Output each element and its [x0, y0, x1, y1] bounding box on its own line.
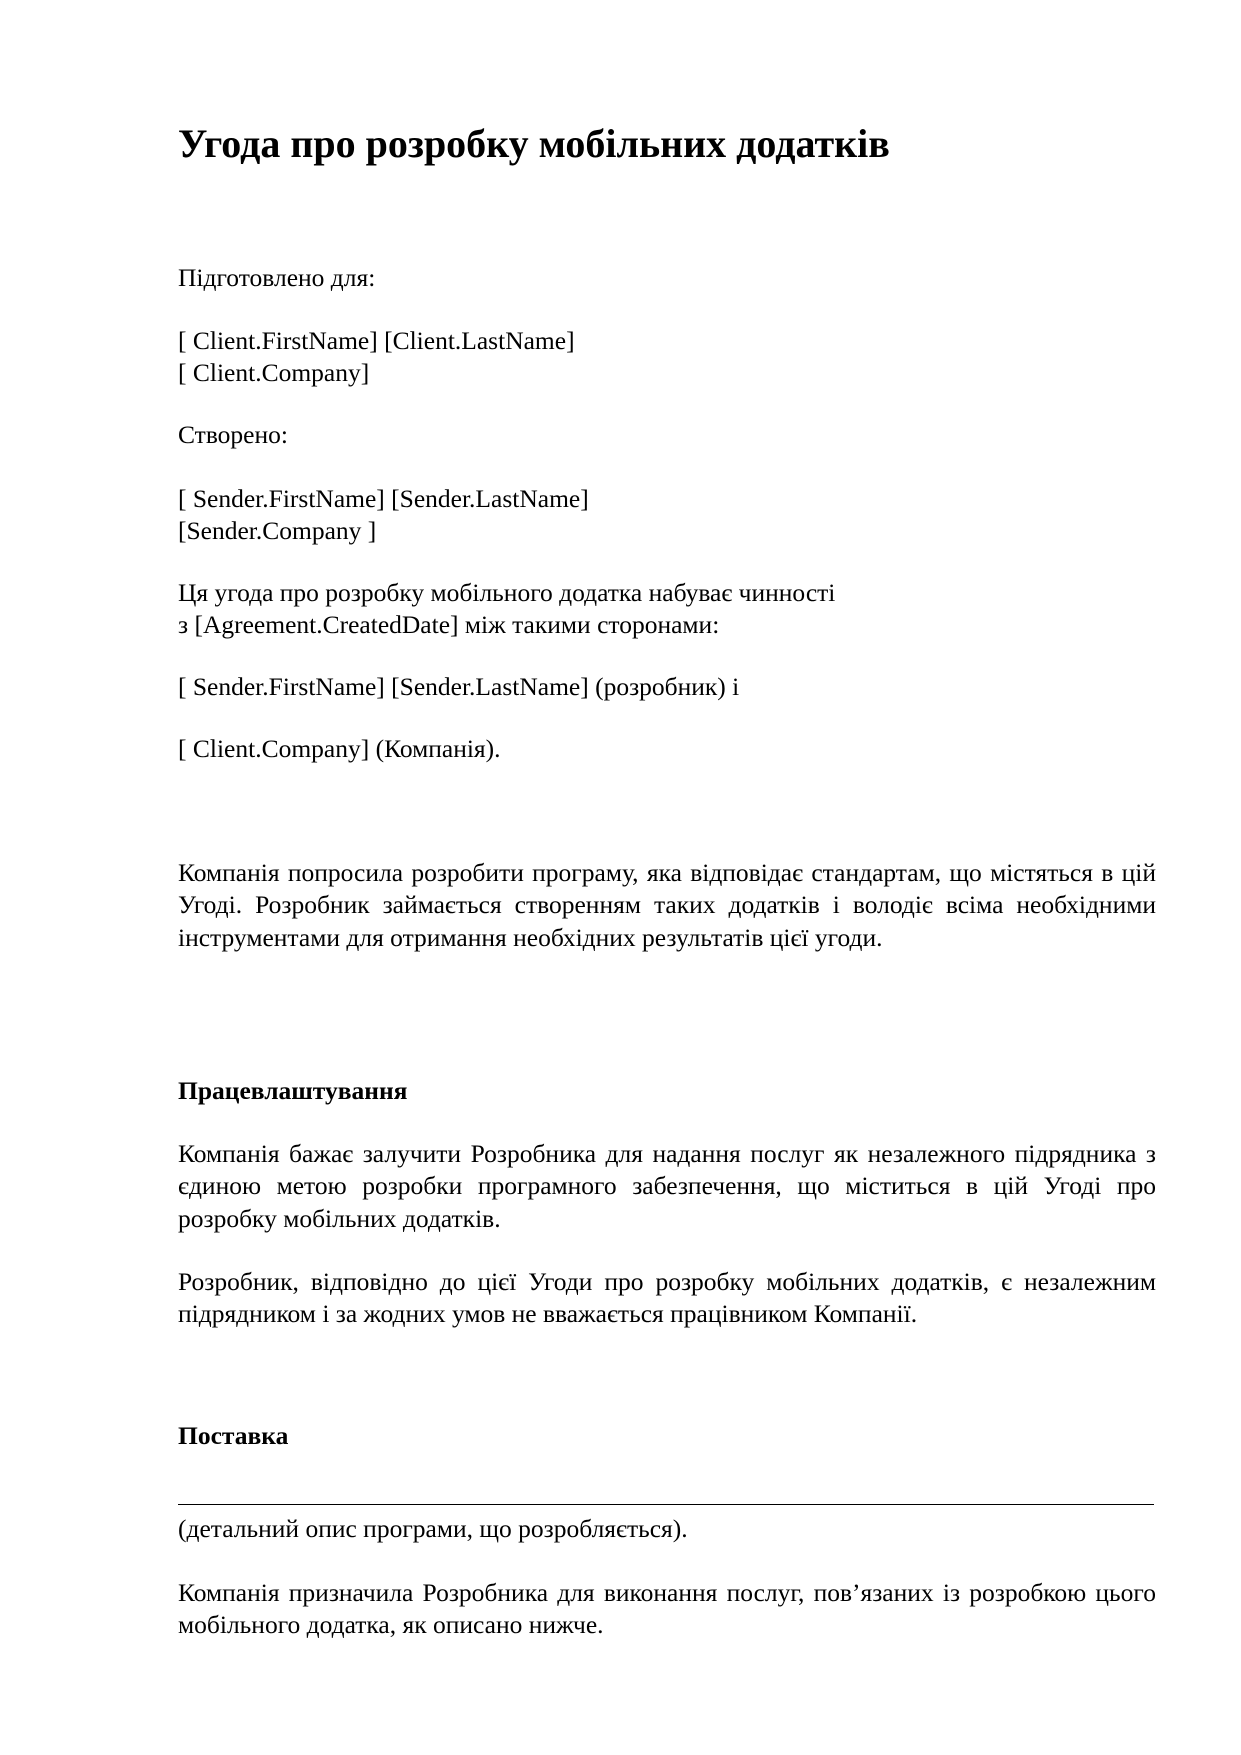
preamble-paragraph: Компанія попросила розробити програму, яка відповідає стандартам, що містяться в цій Угоді. Розробник займається створенням таких додатків і володіє всіма необхідними інструментами для отримання необхідних результатів цієї угоди.	[178, 858, 1156, 952]
intro-line-2: з [Agreement.CreatedDate] між такими сторонами:	[178, 610, 720, 639]
intro-line-1: Ця угода про розробку мобільного додатка набуває чинності	[178, 578, 836, 607]
party-company: [ Client.Company] (Компанія).	[178, 734, 501, 763]
sender-name-placeholder: [ Sender.FirstName] [Sender.LastName]	[178, 484, 589, 513]
section-heading-employment: Працевлаштування	[178, 1076, 408, 1105]
client-name-placeholder: [ Client.FirstName] [Client.LastName]	[178, 326, 575, 355]
delivery-paragraph-1: Компанія призначила Розробника для виконання послуг, пов’язаних із розробкою цього мобільного додатка, як описано нижче.	[178, 1578, 1156, 1640]
document-title: Угода про розробку мобільних додатків	[178, 121, 890, 166]
sender-company-placeholder: [Sender.Company ]	[178, 516, 377, 545]
client-company-placeholder: [ Client.Company]	[178, 358, 370, 387]
employment-paragraph-2: Розробник, відповідно до цієї Угоди про розробку мобільних додатків, є незалежним підрядником і за жодних умов не вважається працівником Компанії.	[178, 1267, 1156, 1329]
prepared-for-label: Підготовлено для:	[178, 263, 376, 292]
section-heading-delivery: Поставка	[178, 1421, 289, 1450]
blank-fill-line	[178, 1504, 1154, 1505]
party-developer: [ Sender.FirstName] [Sender.LastName] (розробник) і	[178, 672, 740, 701]
employment-paragraph-1: Компанія бажає залучити Розробника для надання послуг як незалежного підрядника з єдиною метою розробки програмного забезпечення, що міститься в цій Угоді про розробку мобільних додатків.	[178, 1139, 1156, 1233]
created-by-label: Створено:	[178, 420, 288, 449]
blank-line-caption: (детальний опис програми, що розробляється).	[178, 1514, 688, 1543]
